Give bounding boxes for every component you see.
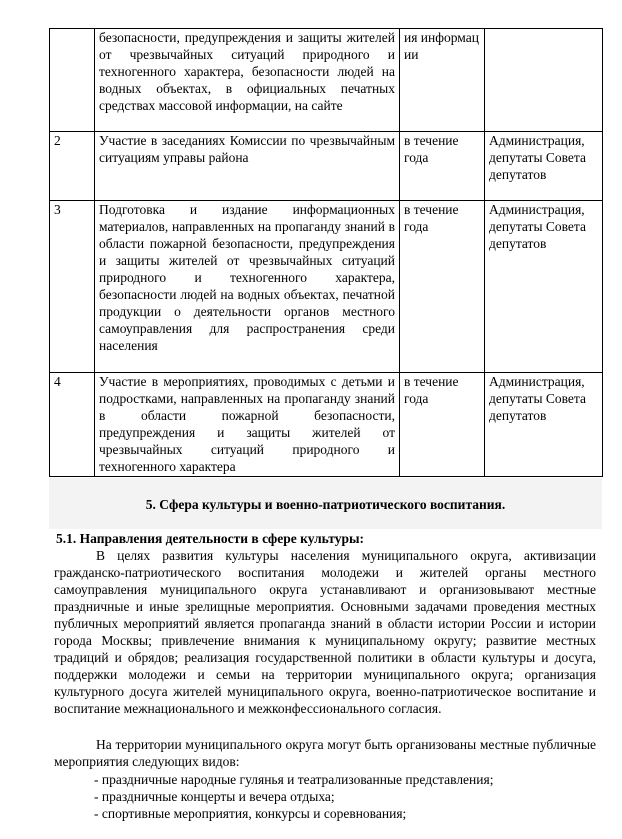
row-deadline: в течение года bbox=[400, 373, 485, 477]
section-title: 5. Сфера культуры и военно-патриотического воспитания. bbox=[49, 478, 602, 530]
row-number bbox=[50, 29, 95, 132]
event-types-list bbox=[94, 771, 493, 822]
subsection-title: 5.1. Направления деятельности в сфере культуры: bbox=[56, 531, 365, 546]
body-paragraph: На территории муниципального округа могут быть организованы местные публичные мероприятия следующих видов: bbox=[54, 737, 596, 769]
row-description: Участие в мероприятиях, проводимых с детьми и подростками, направленных на пропаганду знаний в области пожарной безопасности, предупреждения и защиты жителей от чрезвычайных ситуаций природного и техногенного характера bbox=[95, 373, 400, 477]
row-responsible: Администрация, депутаты Совета депутатов bbox=[485, 132, 603, 201]
row-responsible: Администрация, депутаты Совета депутатов bbox=[485, 201, 603, 373]
row-number: 2 bbox=[50, 132, 95, 201]
row-responsible: Администрация, депутаты Совета депутатов bbox=[485, 373, 603, 477]
table-row bbox=[50, 373, 603, 477]
body-paragraph: В целях развития культуры населения муниципального округа, активизации гражданско-патриотического воспитания молодежи и жителей органы местного самоуправления муниципального округа устанавливают и организовывают местные праздничные и иные зрелищные мероприятия. Основными задачами проведения местных публичных мероприятий является пропаганда знаний в области истории России и истории города Москвы; привлечение внимания к муниципальному округу; развитие местных традиций и обрядов; реализация государственной политики в области культуры и досуга, поддержки молодежи и семьи на территории муниципального округа; организация культурного досуга жителей муниципального округа, военно-патриотическое воспитание и воспитание межнационального и межконфессионального согласия. bbox=[54, 548, 596, 716]
list-item: - спортивные мероприятия, конкурсы и соревнования; bbox=[94, 806, 407, 821]
table-row bbox=[50, 29, 603, 132]
row-number: 4 bbox=[50, 373, 95, 477]
row-description: безопасности, предупреждения и защиты жителей от чрезвычайных ситуаций природного и техногенного характера, безопасности людей на водных объектах, в официальных печатных средствах массовой информации, на сайте bbox=[95, 29, 400, 132]
table-row bbox=[50, 201, 603, 373]
list-item: - праздничные концерты и вечера отдыха; bbox=[94, 789, 335, 804]
row-deadline: в течение года bbox=[400, 201, 485, 373]
table-row bbox=[50, 132, 603, 201]
row-deadline: ия информац ии bbox=[400, 29, 485, 132]
row-description: Участие в заседаниях Комиссии по чрезвычайным ситуациям управы района bbox=[95, 132, 400, 201]
subsection-title-band bbox=[0, 529, 622, 549]
row-deadline: в течение года bbox=[400, 132, 485, 201]
row-responsible bbox=[485, 29, 603, 132]
events-table bbox=[49, 28, 603, 477]
row-number: 3 bbox=[50, 201, 95, 373]
row-description: Подготовка и издание информационных материалов, направленных на пропаганду знаний в области пожарной безопасности, предупреждения и защиты жителей от чрезвычайных ситуаций природного и техногенного характера, безопасности людей на водных объектах, печатной продукции о деятельности органов местного самоуправления для распространения среди населения bbox=[95, 201, 400, 373]
list-item: - праздничные народные гулянья и театрализованные представления; bbox=[94, 772, 494, 787]
